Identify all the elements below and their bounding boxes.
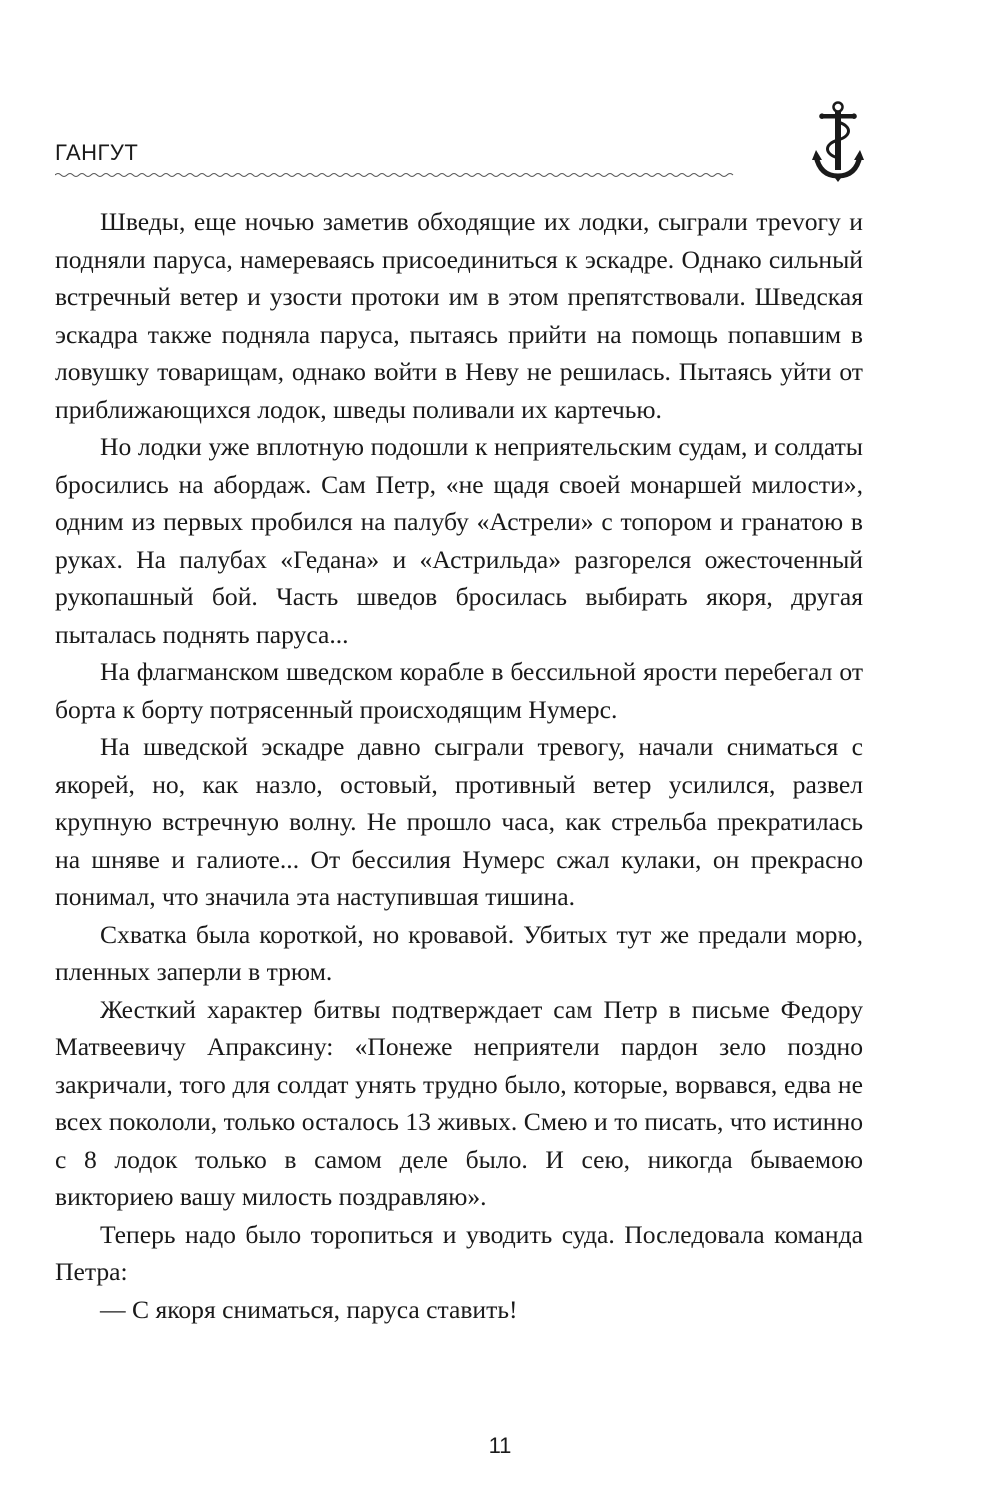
paragraph: Схватка была короткой, но кровавой. Убитых тут же предали морю, пленных заперли в трюм. [55,919,863,986]
running-title: ГАНГУТ [55,140,139,165]
paragraph: Теперь надо было торопиться и уводить суда. Последовала команда Петра: [55,1219,863,1286]
paragraph: Жесткий характер битвы подтверждает сам Петр в письме Федору Матвеевичу Апраксину: «Понеже неприятели пардон зело поздно закричали, того для солдат унять трудно было, которые, ворвався, едва не всех покололи, только осталось 13 живых. Смею и то писать, что истинно с 8 лодок только в самом деле было. И сею, никогда бываемою викториею вашу милость поздравляю». [55,994,863,1211]
paragraph: Но лодки уже вплотную подошли к неприятельским судам, и солдаты бросились на абордаж. Сам Петр, «не щадя своей монаршей милости», одним из первых пробился на палубу «Астрели» с топором и гранатою в руках. На палубах «Гедана» и «Астрильда» разгорелся ожесточенный рукопашный бой. Часть шведов бросилась выбирать якоря, другая пыталась поднять паруса... [55,432,863,649]
anchor-icon [812,100,864,182]
body-text [55,203,863,1328]
paragraph: На шведской эскадре давно сыграли тревогу, начали сниматься с якорей, но, как назло, остовый, противный ветер усилился, развел крупную встречную волну. Не прошло часа, как стрельба прекратилась на шняве и галиоте... От бессилия Нумерс сжал кулаки, он прекрасно понимал, что значила эта наступившая тишина. [55,732,863,911]
paragraph: — С якоря сниматься, паруса ставить! [100,1294,518,1324]
wavy-header-rule [55,171,800,179]
page-number: 11 [488,1433,512,1458]
paragraph: Шведы, еще ночью заметив обходящие их лодки, сыграли треvогу и подняли паруса, намереваясь присоединиться к эскадре. Однако сильный встречный ветер и узости протоки им в этом препятствовали. Шведская эскадра также подняла паруса, пытаясь прийти на помощь попавшим в ловушку товарищам, однако войти в Неву не решилась. Пытаясь уйти от приближающихся лодок, шведы поливали их картечью. [55,207,863,424]
paragraph: На флагманском шведском корабле в бессильной ярости перебегал от борта к борту потрясенный происходящим Нумерс. [55,657,863,724]
